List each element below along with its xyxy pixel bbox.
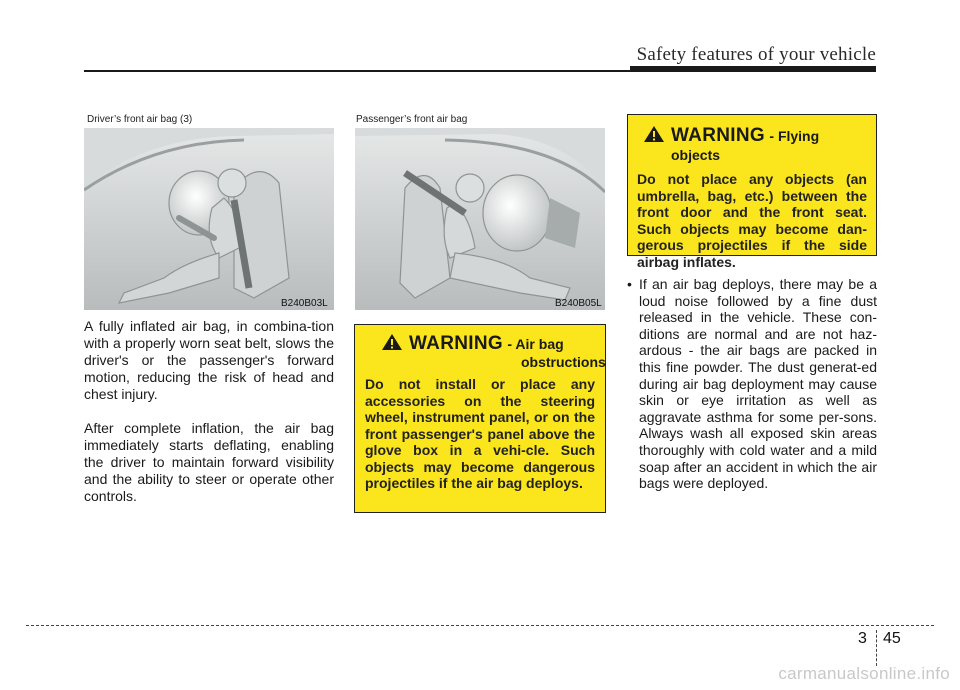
warning-label: WARNING xyxy=(671,125,765,146)
figure-code-driver: B240B03L xyxy=(281,298,328,309)
passenger-airbag-figure xyxy=(355,128,605,310)
bullet-symbol: • xyxy=(627,276,632,292)
warning-subtitle-continued: obstructions xyxy=(521,354,606,370)
chapter-number: 3 xyxy=(858,630,867,647)
section-title: Safety features of your vehicle xyxy=(636,44,876,65)
header-rule-accent xyxy=(630,66,876,72)
warning-header xyxy=(365,333,606,370)
passenger-airbag-illustration-icon xyxy=(355,128,605,310)
bullet-text: If an air bag deploys, there may be a loud noise followed by a fine dust released in the vehicle. These con-ditions are normal and are not haz-ardous - the air bags are packed in this fine powder. The dust generat-ed during air bag deployment may cause skin or eye irritation as well as aggravate asthma for some per-sons. Always wash all exposed skin areas thoroughly with cold water and a mild soap after an accident in which the air bags were deployed. xyxy=(639,276,877,492)
warning-subtitle: - Air bag xyxy=(507,336,564,352)
warning-box-flying-objects xyxy=(627,114,877,270)
figure-code-passenger: B240B05L xyxy=(555,298,602,309)
warning-label: WARNING xyxy=(409,333,503,354)
warning-text: Do not install or place any accessories on the steering wheel, instrument panel, or on the front passenger's panel above the glove box in a vehi-cle. Such objects may become dangerous projectiles if the air bag deploys. xyxy=(365,376,595,491)
warning-subtitle: - Flying objects xyxy=(671,128,820,163)
paragraph-airbag-inflation: A fully inflated air bag, in combina-tion with a properly worn seat belt, slows the driver's or the passenger's forward motion, reducing the risk of head and chest injury. xyxy=(84,318,334,402)
watermark: carmanualsonline.info xyxy=(778,664,950,683)
warning-text: Do not place any objects (an umbrella, bag, etc.) between the front door and the front seat. Such objects may become dan-gerous projectiles if the side airbag inflates. xyxy=(637,171,867,270)
warning-box-airbag-obstructions xyxy=(354,324,606,513)
body-text xyxy=(84,318,334,522)
driver-airbag-illustration-icon xyxy=(84,128,334,310)
page-number-separator xyxy=(876,630,877,666)
footer-rule xyxy=(26,625,934,626)
paragraph-airbag-deflation: After complete inflation, the air bag immediately starts deflating, enabling the driver to maintain forward visibility and the ability to steer or operate other controls. xyxy=(84,420,334,504)
warning-triangle-icon xyxy=(643,125,665,143)
figure-caption-driver: Driver’s front air bag (3) xyxy=(87,114,193,125)
driver-airbag-figure xyxy=(84,128,334,310)
bullet-item-dust xyxy=(627,276,877,492)
figure-caption-passenger: Passenger’s front air bag xyxy=(356,114,468,125)
page-number: 45 xyxy=(883,630,901,647)
warning-header xyxy=(637,125,867,165)
warning-triangle-icon xyxy=(381,333,403,351)
